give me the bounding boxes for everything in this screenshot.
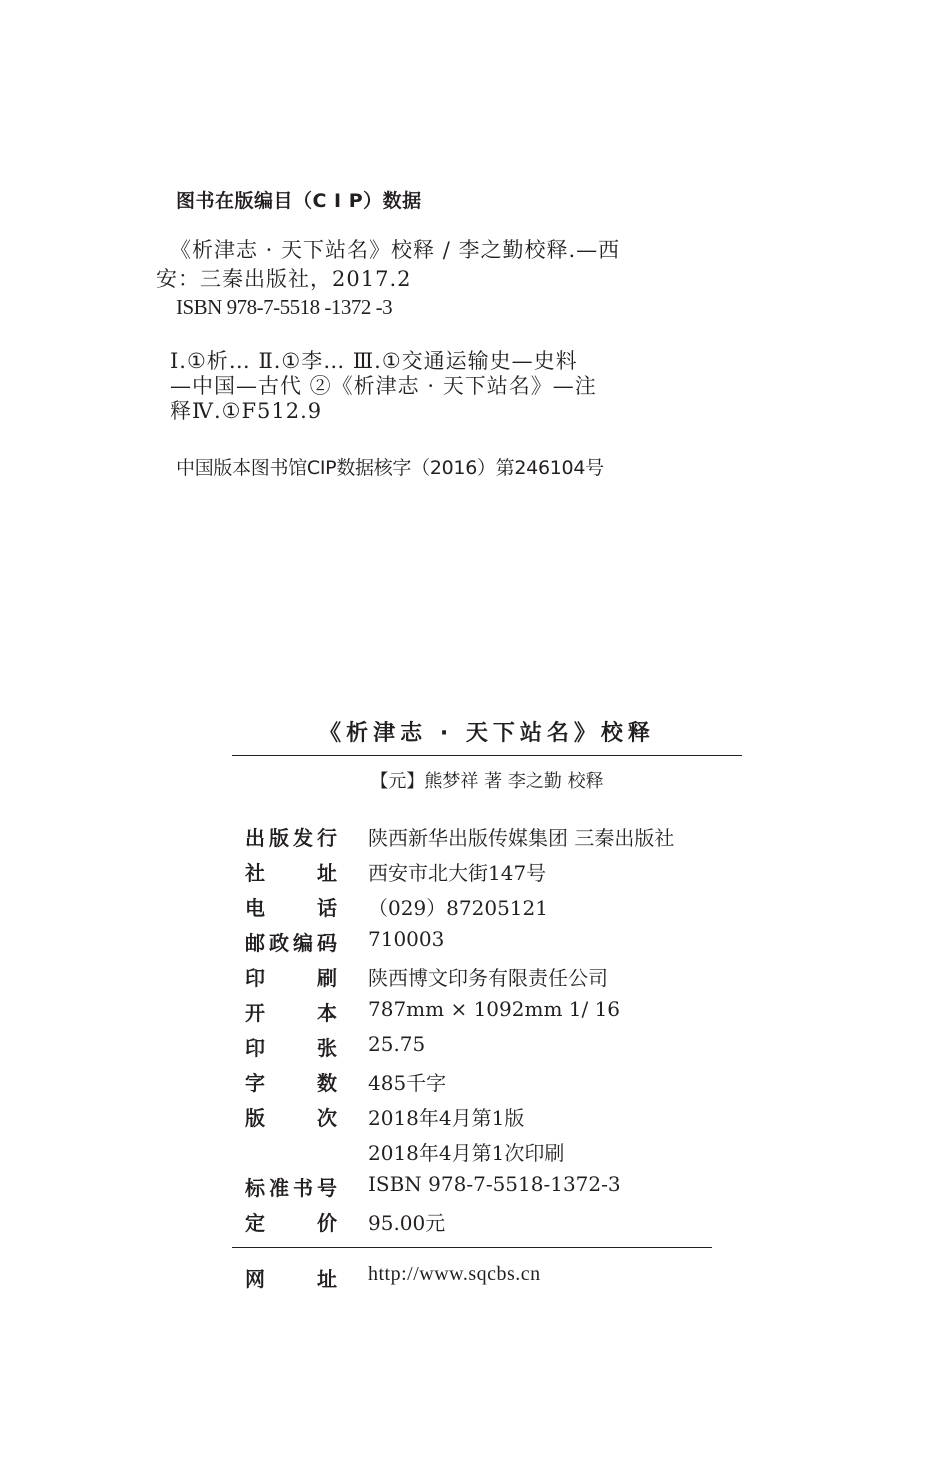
cip-description-line-1: 《析津志 · 天下站名》校释 / 李之勤校释.—西 [170, 238, 621, 262]
info-label: 定价 [245, 1211, 337, 1235]
info-value: 710003 [368, 927, 445, 951]
cip-heading: 图书在版编目（C I P）数据 [176, 190, 422, 212]
info-value: 2018年4月第1次印刷 [368, 1141, 565, 1165]
website-url[interactable]: http://www.sqcbs.cn [368, 1263, 541, 1285]
info-value: 陕西新华出版传媒集团 三秦出版社 [368, 826, 675, 850]
info-label: 出版发行 [245, 826, 337, 850]
divider-bottom [232, 1247, 712, 1248]
info-label: 社址 [245, 861, 337, 885]
info-label: 开本 [245, 1001, 337, 1025]
book-title: 《析津志 · 天下站名》校释 [319, 721, 655, 746]
info-value: 2018年4月第1版 [368, 1106, 525, 1130]
info-label: 印张 [245, 1036, 337, 1060]
info-label: 字数 [245, 1071, 337, 1095]
info-label: 版次 [245, 1106, 337, 1130]
cip-isbn: ISBN 978-7-5518 -1372 -3 [176, 295, 393, 319]
info-value: 787mm × 1092mm 1/ 16 [368, 997, 621, 1021]
cip-classification-line-3: 释Ⅳ.①F512.9 [170, 399, 323, 423]
info-label: 标准书号 [245, 1176, 337, 1200]
info-label: 印刷 [245, 966, 337, 990]
info-value: 西安市北大街147号 [368, 861, 547, 885]
info-value: 485千字 [368, 1071, 447, 1095]
info-label: 电话 [245, 896, 337, 920]
cip-classification-line-1: Ⅰ.①析… Ⅱ.①李… Ⅲ.①交通运输史—史料 [170, 349, 578, 373]
info-value: 95.00元 [368, 1211, 446, 1235]
divider-top [232, 755, 742, 756]
info-value: 25.75 [368, 1032, 426, 1056]
info-value: ISBN 978-7-5518-1372-3 [368, 1172, 621, 1196]
cip-record-number: 中国版本图书馆CIP数据核字（2016）第246104号 [176, 457, 604, 479]
info-label: 网址 [245, 1267, 337, 1291]
info-value: （029）87205121 [368, 896, 548, 920]
cip-classification-line-2: —中国—古代 ②《析津志 · 天下站名》—注 [170, 374, 597, 398]
info-label: 邮政编码 [245, 931, 337, 955]
info-value: 陕西博文印务有限责任公司 [368, 966, 608, 990]
authors-line: 【元】熊梦祥 著 李之勤 校释 [370, 771, 604, 792]
cip-description-line-2: 安：三秦出版社，2017.2 [156, 267, 412, 291]
